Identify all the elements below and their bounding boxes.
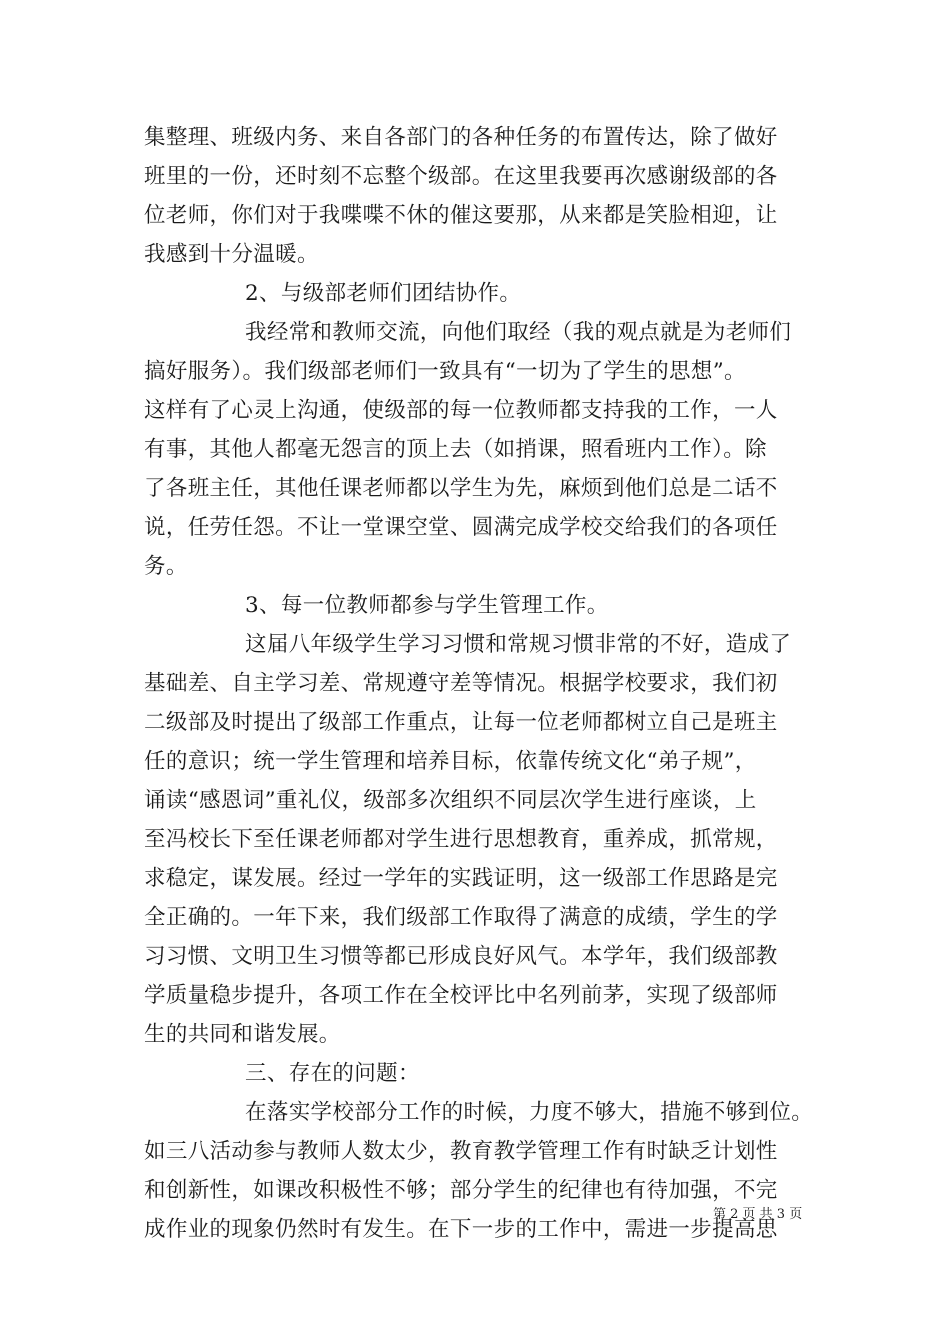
- page-number-footer: 第 2 页 共 3 页: [713, 1207, 803, 1222]
- text-line: 习习惯、文明卫生习惯等都已形成良好风气。本学年，我们级部教: [144, 944, 778, 969]
- section-heading: 2、与级部老师们团结协作。: [245, 281, 522, 306]
- text-line: 位老师，你们对于我喋喋不休的催这要那，从来都是笑脸相迎，让: [144, 203, 778, 228]
- text-line: 这届八年级学生学习习惯和常规习惯非常的不好，造成了: [245, 632, 792, 657]
- text-line: 这样有了心灵上沟通，使级部的每一位教师都支持我的工作，一人: [144, 398, 778, 423]
- text-line: 班里的一份，还时刻不忘整个级部。在这里我要再次感谢级部的各: [144, 164, 778, 189]
- text-line: 集整理、班级内务、来自各部门的各种任务的布置传达，除了做好: [144, 125, 778, 150]
- text-line: 学质量稳步提升，各项工作在全校评比中名列前茅，实现了级部师: [144, 983, 778, 1008]
- text-line: 在落实学校部分工作的时候，力度不够大，措施不够到位。: [245, 1100, 814, 1125]
- text-line: 二级部及时提出了级部工作重点，让每一位老师都树立自己是班主: [144, 710, 778, 735]
- text-line: 成作业的现象仍然时有发生。在下一步的工作中，需进一步提高思: [144, 1217, 778, 1242]
- text-line: 求稳定，谋发展。经过一学年的实践证明，这一级部工作思路是完: [144, 866, 778, 891]
- text-line: 诵读“感恩词”重礼仪，级部多次组织不同层次学生进行座谈，上: [144, 788, 757, 813]
- text-line: 搞好服务）。我们级部老师们一致具有“一切为了学生的思想”。: [144, 359, 746, 384]
- text-line: 至冯校长下至任课老师都对学生进行思想教育，重养成，抓常规，: [144, 827, 778, 852]
- text-line: 说，任劳任怨。不让一堂课空堂、圆满完成学校交给我们的各项任: [144, 515, 778, 540]
- section-heading: 3、每一位教师都参与学生管理工作。: [245, 593, 609, 618]
- text-line: 了各班主任，其他任课老师都以学生为先，麻烦到他们总是二话不: [144, 476, 778, 501]
- text-line: 任的意识；统一学生管理和培养目标，依靠传统文化“弟子规”，: [144, 749, 757, 774]
- text-line: 我经常和教师交流，向他们取经（我的观点就是为老师们: [245, 320, 792, 345]
- document-body: [144, 118, 814, 1249]
- section-heading: 三、存在的问题：: [245, 1061, 420, 1086]
- text-line: 基础差、自主学习差、常规遵守差等情况。根据学校要求，我们初: [144, 671, 778, 696]
- text-line: 有事，其他人都毫无怨言的顶上去（如捎课，照看班内工作）。除: [144, 437, 767, 462]
- text-line: 和创新性，如课改积极性不够；部分学生的纪律也有待加强，不完: [144, 1178, 778, 1203]
- text-line: 如三八活动参与教师人数太少，教育教学管理工作有时缺乏计划性: [144, 1139, 778, 1164]
- text-line: 全正确的。一年下来，我们级部工作取得了满意的成绩，学生的学: [144, 905, 778, 930]
- text-line: 我感到十分温暖。: [144, 242, 319, 267]
- text-line: 务。: [144, 554, 188, 579]
- text-line: 生的共同和谐发展。: [144, 1022, 341, 1047]
